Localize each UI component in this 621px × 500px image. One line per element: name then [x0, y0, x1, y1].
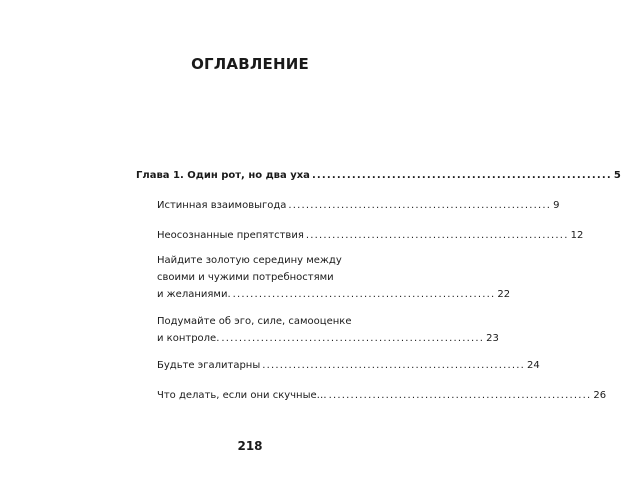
toc-entry	[157, 313, 499, 347]
toc-entry	[157, 227, 584, 244]
toc-entry	[157, 357, 540, 374]
toc-entry-line: Найдите золотую середину между	[157, 255, 342, 266]
toc-entry-line	[157, 330, 499, 347]
toc-page-number: 5	[613, 170, 621, 181]
toc-leader-dots: ............................................................	[305, 230, 569, 241]
toc-entry	[157, 387, 607, 404]
toc-page-number: 9	[553, 200, 560, 211]
toc-page-number: 23	[486, 333, 499, 344]
toc-entry-line: Подумайте об эго, силе, самооценке	[157, 316, 352, 327]
toc-entry-text: Неосознанные препятствия	[157, 230, 304, 241]
toc-entry-text: и контроле.	[157, 333, 220, 344]
toc-leader-dots: ............................................................	[311, 170, 612, 181]
toc-leader-dots: ............................................................	[221, 333, 485, 344]
toc-entry-text: Истинная взаимовыгода	[157, 200, 287, 211]
page-number: 218	[237, 439, 263, 453]
toc-page-number: 22	[497, 289, 511, 300]
toc-entry-line	[157, 357, 540, 374]
toc-entry-line	[136, 167, 621, 184]
toc-page-number: 26	[593, 390, 607, 401]
toc-entry-line	[157, 387, 607, 404]
toc-page-number: 12	[570, 230, 584, 241]
toc-leader-dots: ............................................................	[232, 289, 496, 300]
toc-entry-text: Что делать, если они скучные…	[157, 390, 327, 401]
toc-entry-line	[157, 227, 584, 244]
toc-entry	[157, 252, 511, 303]
page-title: ОГЛАВЛЕНИЕ	[191, 55, 309, 73]
toc-entry-text: и желаниями.	[157, 289, 231, 300]
toc-entry-text: Будьте эгалитарны	[157, 360, 261, 371]
toc-entry-text: Глава 1. Один рот, но два уха	[136, 170, 310, 181]
toc-leader-dots: ............................................................	[328, 390, 592, 401]
toc-entry-line: своими и чужими потребностями	[157, 272, 334, 283]
toc-entry	[157, 197, 560, 214]
toc-entry-line	[157, 197, 560, 214]
toc-leader-dots: ............................................................	[262, 360, 525, 371]
toc-entry	[136, 167, 621, 184]
toc-page-number: 24	[526, 360, 540, 371]
toc-entry-line	[157, 286, 511, 303]
toc-leader-dots: ............................................................	[288, 200, 552, 211]
